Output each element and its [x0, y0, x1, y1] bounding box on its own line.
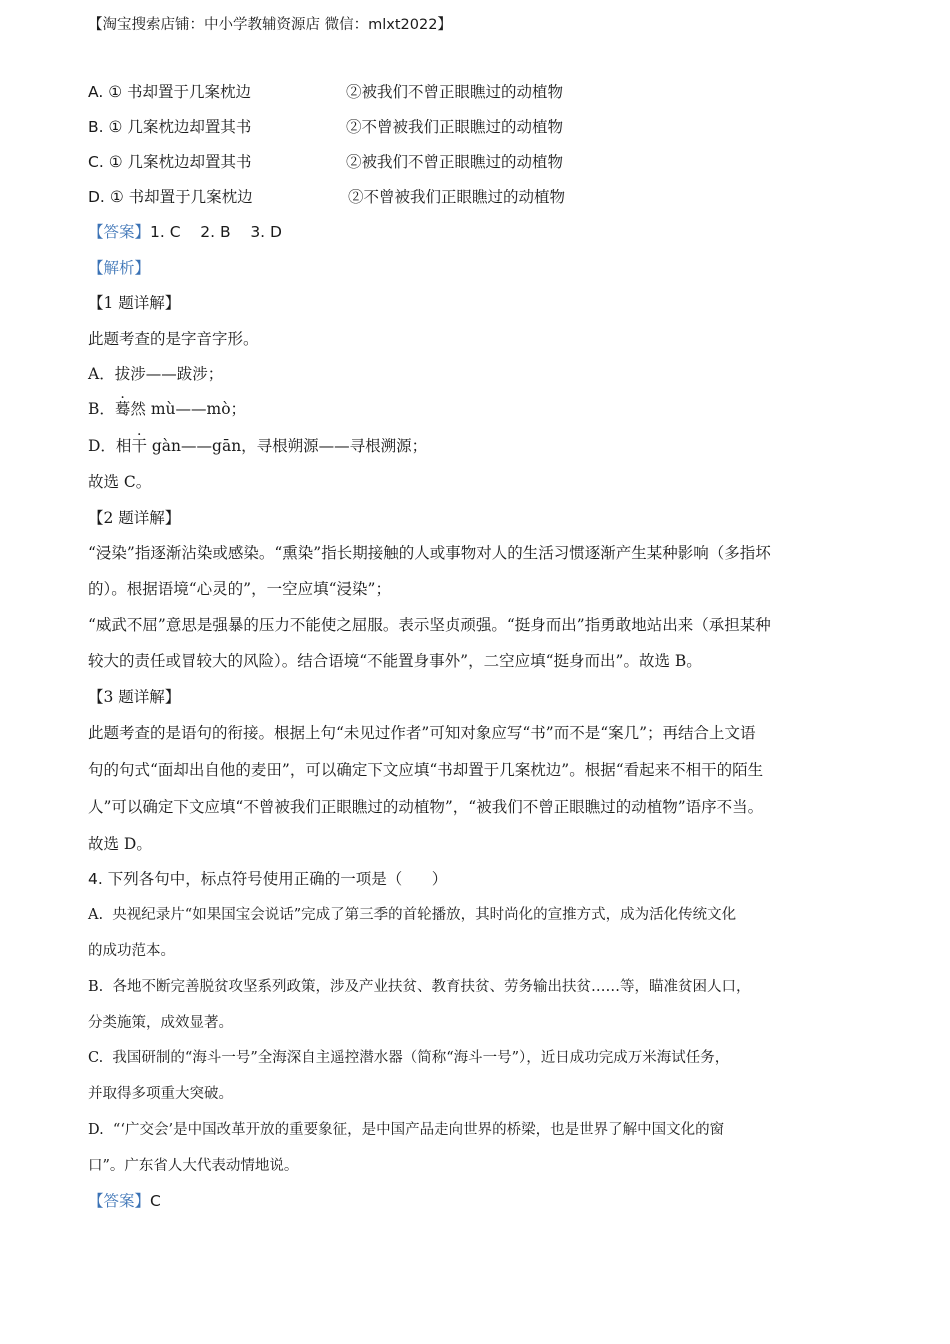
q4-option-b-line-2: 分类施策，成效显著。 — [88, 1015, 233, 1031]
answer-line-1 — [88, 222, 282, 242]
q4-stem — [88, 869, 447, 889]
option-left-text: ① 书却置于几案枕边 — [109, 188, 253, 206]
q1-b-prefix: B． — [88, 400, 115, 418]
q3-line-2: 句的句式“面却出自他的麦田”，可以确定下文应填“书却置于几案枕边”。根据“看起来不相干的陌生 — [88, 761, 764, 779]
q4-option-d-line-2: 口”。广东省人大代表动情地说。 — [88, 1158, 299, 1174]
q4-option-d-line-1: D. “‘广交会’是中国改革开放的重要象征，是中国产品走向世界的桥梁，也是世界了解中国文化的窗 — [88, 1122, 725, 1138]
option-letter: C. — [88, 153, 104, 171]
answer-text: 1. C 2. B 3. D — [150, 223, 282, 241]
answer-tag: 【答案】 — [88, 1192, 151, 1210]
q4-stem-text: 4. 下列各句中，标点符号使用正确的一项是（ ） — [88, 870, 448, 888]
option-right-text: ②不曾被我们正眼瞧过的动植物 — [346, 118, 564, 136]
q1-option-a: A．拔涉——跋涉； — [88, 365, 224, 383]
q4-option-a-line-2: 的成功范本。 — [88, 943, 175, 959]
q4-option-b-line-1: B. 各地不断完善脱贫攻坚系列政策，涉及产业扶贫、教育扶贫、劳务输出扶贫……等，瞄准贫困人口， — [88, 979, 751, 995]
emphasis-char: 干 — [131, 437, 147, 455]
option-letter: D. — [88, 188, 105, 206]
answer-line-4 — [88, 1191, 161, 1211]
option-left-text: ① 几案枕边却置其书 — [108, 118, 252, 136]
analysis-tag: 【解析】 — [88, 259, 151, 277]
q3-line-1: 此题考查的是语句的衔接。根据上句“未见过作者”可知对象应写“书”而不是“案几”；再结合上文语 — [88, 724, 756, 742]
q4-option-c-line-2: 并取得多项重大突破。 — [88, 1086, 233, 1102]
option-letter: A. — [88, 83, 104, 101]
emphasis-char: 蓦 — [114, 400, 131, 418]
q2-title: 【2 题详解】 — [88, 509, 181, 527]
answer-tag: 【答案】 — [88, 223, 151, 241]
option-letter: B. — [88, 118, 104, 136]
q4-option-a-line-1: A. 央视纪录片“如果国宝会说话”完成了第三季的首轮播放，其时尚化的宣推方式，成为活化传统文化 — [88, 907, 737, 923]
q3-title: 【3 题详解】 — [88, 688, 181, 706]
q3-line-4: 故选 D。 — [88, 835, 152, 853]
q1-title: 【1 题详解】 — [88, 294, 181, 312]
q1-d-prefix: D．相 — [88, 437, 132, 455]
q2-line-1: “浸染”指逐渐沾染或感染。“熏染”指长期接触的人或事物对人的生活习惯逐渐产生某种影响（多指坏 — [88, 544, 771, 562]
option-left-text: ① 书却置于几案枕边 — [108, 83, 252, 101]
option-left-text: ① 几案枕边却置其书 — [108, 153, 252, 171]
q2-line-4: 较大的责任或冒较大的风险）。结合语境“不能置身事外”，二空应填“挺身而出”。故选 B。 — [88, 652, 702, 670]
q1-option-d — [88, 436, 427, 456]
option-right-text: ②被我们不曾正眼瞧过的动植物 — [346, 153, 564, 171]
q2-line-3: “威武不屈”意思是强暴的压力不能使之屈服。表示坚贞顽强。“挺身而出”指勇敢地站出来（承担某种 — [88, 616, 771, 634]
q4-option-c-line-1: C. 我国研制的“海斗一号”全海深自主遥控潜水器（简称“海斗一号”），近日成功完成万米海试任务， — [88, 1050, 730, 1066]
answer-text: C — [150, 1192, 161, 1210]
q1-d-rest: gàn——gān，寻根朔源——寻根溯源； — [146, 437, 428, 455]
option-right-text: ②不曾被我们正眼瞧过的动植物 — [348, 188, 566, 206]
q1-conclusion: 故选 C。 — [88, 473, 152, 491]
q3-line-3: 人”可以确定下文应填“不曾被我们正眼瞧过的动植物”，“被我们不曾正眼瞧过的动植物”语序不当。 — [88, 798, 764, 816]
q1-intro: 此题考查的是字音字形。 — [88, 330, 259, 348]
q1-b-rest: 然 mù——mò； — [130, 400, 247, 418]
page-header: 【淘宝搜索店铺：中小学教辅资源店 微信：mlxt2022】 — [88, 17, 452, 33]
q2-line-2: 的）。根据语境“心灵的”，一空应填“浸染”； — [88, 580, 391, 598]
option-right-text: ②被我们不曾正眼瞧过的动植物 — [346, 83, 564, 101]
q1-option-b — [88, 399, 246, 419]
